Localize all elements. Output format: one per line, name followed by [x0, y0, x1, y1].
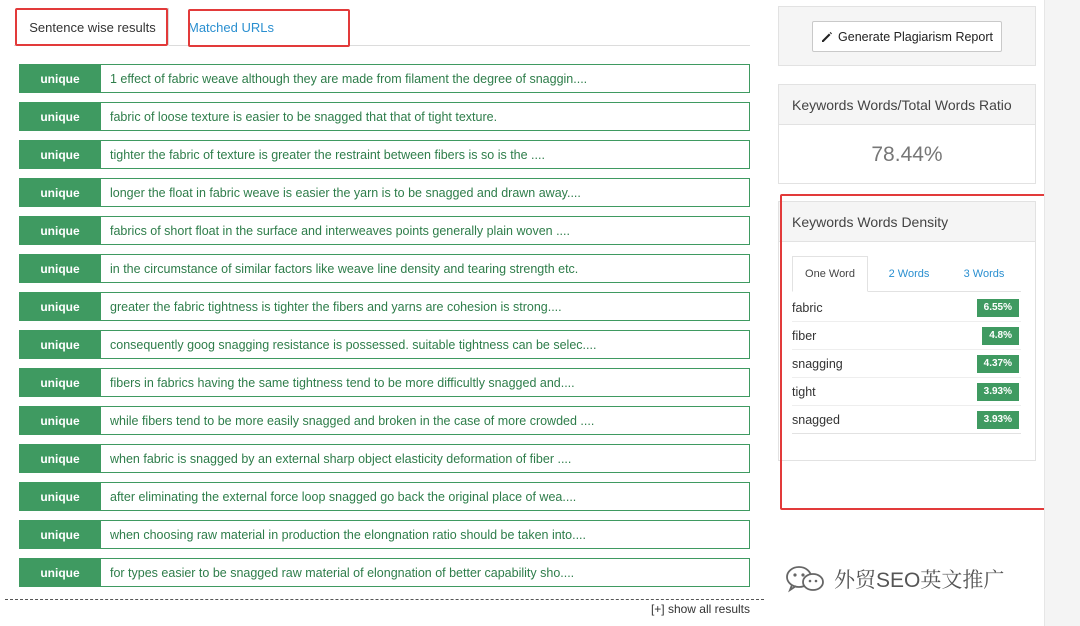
- result-row: [19, 558, 750, 587]
- unique-badge: unique: [19, 292, 101, 321]
- keyword-density-panel: [778, 201, 1036, 461]
- result-sentence: when choosing raw material in production the elongnation ratio should be taken into....: [101, 520, 750, 549]
- generate-plagiarism-report-button[interactable]: [812, 21, 1002, 52]
- density-row: [792, 378, 1021, 406]
- results-divider: [5, 599, 764, 600]
- result-row: [19, 102, 750, 131]
- density-word: snagging: [792, 356, 843, 371]
- generate-report-label: Generate Plagiarism Report: [838, 29, 993, 44]
- tab-three-words[interactable]: 3 Words: [963, 268, 1005, 280]
- result-row: [19, 64, 750, 93]
- unique-badge: unique: [19, 558, 101, 587]
- result-row: [19, 330, 750, 359]
- unique-badge: unique: [19, 482, 101, 511]
- watermark: [784, 564, 1004, 594]
- density-word: fiber: [792, 328, 817, 343]
- density-row: [792, 350, 1021, 378]
- unique-badge: unique: [19, 368, 101, 397]
- keyword-density-title: Keywords Words Density: [779, 202, 1035, 242]
- density-value-badge: 6.55%: [977, 299, 1019, 317]
- result-sentence: for types easier to be snagged raw material of elongnation of better capability sho....: [101, 558, 750, 587]
- result-row: [19, 520, 750, 549]
- density-word: snagged: [792, 412, 840, 427]
- result-row: [19, 140, 750, 169]
- result-row: [19, 406, 750, 435]
- result-sentence: tighter the fabric of texture is greater the restraint between fibers is so is the ....: [101, 140, 750, 169]
- show-all-results-link[interactable]: [+] show all results: [650, 602, 750, 616]
- results-tabs: [14, 8, 750, 46]
- watermark-text: 外贸SEO英文推广: [834, 569, 1005, 592]
- unique-badge: unique: [19, 444, 101, 473]
- density-value-badge: 3.93%: [977, 411, 1019, 429]
- density-row: [792, 294, 1021, 322]
- keyword-ratio-value: 78.44%: [871, 143, 943, 166]
- result-row: [19, 368, 750, 397]
- density-row: [792, 322, 1021, 350]
- density-row: [792, 406, 1021, 434]
- result-sentence: greater the fabric tightness is tighter the fibers and yarns are cohesion is strong....: [101, 292, 750, 321]
- result-row: [19, 482, 750, 511]
- unique-badge: unique: [19, 140, 101, 169]
- result-sentence: fabrics of short float in the surface and interweaves points generally plain woven ....: [101, 216, 750, 245]
- keyword-ratio-title: Keywords Words/Total Words Ratio: [779, 85, 1035, 125]
- unique-badge: unique: [19, 178, 101, 207]
- result-sentence: after eliminating the external force loop snagged go back the original place of wea....: [101, 482, 750, 511]
- unique-badge: unique: [19, 254, 101, 283]
- result-sentence: fibers in fabrics having the same tightness tend to be more difficultly snagged and....: [101, 368, 750, 397]
- result-sentence: while fibers tend to be more easily snagged and broken in the case of more crowded ....: [101, 406, 750, 435]
- result-sentence: 1 effect of fabric weave although they are made from filament the degree of snaggin....: [101, 64, 750, 93]
- sentence-results-list: [19, 64, 750, 596]
- keyword-ratio-panel: [778, 84, 1036, 184]
- unique-badge: unique: [19, 64, 101, 93]
- result-sentence: longer the float in fabric weave is easier the yarn is to be snagged and drawn away....: [101, 178, 750, 207]
- density-value-badge: 3.93%: [977, 383, 1019, 401]
- result-sentence: consequently goog snagging resistance is possessed. suitable tightness can be selec....: [101, 330, 750, 359]
- density-word: fabric: [792, 300, 823, 315]
- result-row: [19, 292, 750, 321]
- tab-matched-urls[interactable]: Matched URLs: [188, 19, 274, 35]
- result-row: [19, 216, 750, 245]
- density-value-badge: 4.8%: [982, 327, 1019, 345]
- unique-badge: unique: [19, 216, 101, 245]
- result-sentence: fabric of loose texture is easier to be snagged that that of tight texture.: [101, 102, 750, 131]
- result-sentence: when fabric is snagged by an external sharp object elasticity deformation of fiber ....: [101, 444, 750, 473]
- unique-badge: unique: [19, 520, 101, 549]
- report-panel: [778, 6, 1036, 66]
- unique-badge: unique: [19, 102, 101, 131]
- right-edge-strip: [1044, 0, 1080, 626]
- result-row: [19, 254, 750, 283]
- wechat-logo-icon: [784, 564, 826, 594]
- density-list: [792, 294, 1021, 434]
- result-row: [19, 178, 750, 207]
- unique-badge: unique: [19, 330, 101, 359]
- pencil-icon: [821, 31, 833, 43]
- density-value-badge: 4.37%: [977, 355, 1019, 373]
- tab-sentence-wise-results[interactable]: Sentence wise results: [16, 8, 169, 46]
- tab-two-words[interactable]: 2 Words: [888, 268, 930, 280]
- result-sentence: in the circumstance of similar factors like weave line density and tearing strength etc.: [101, 254, 750, 283]
- unique-badge: unique: [19, 406, 101, 435]
- result-row: [19, 444, 750, 473]
- tab-one-word[interactable]: One Word: [792, 256, 868, 292]
- density-tabs: [792, 256, 1021, 292]
- density-word: tight: [792, 384, 816, 399]
